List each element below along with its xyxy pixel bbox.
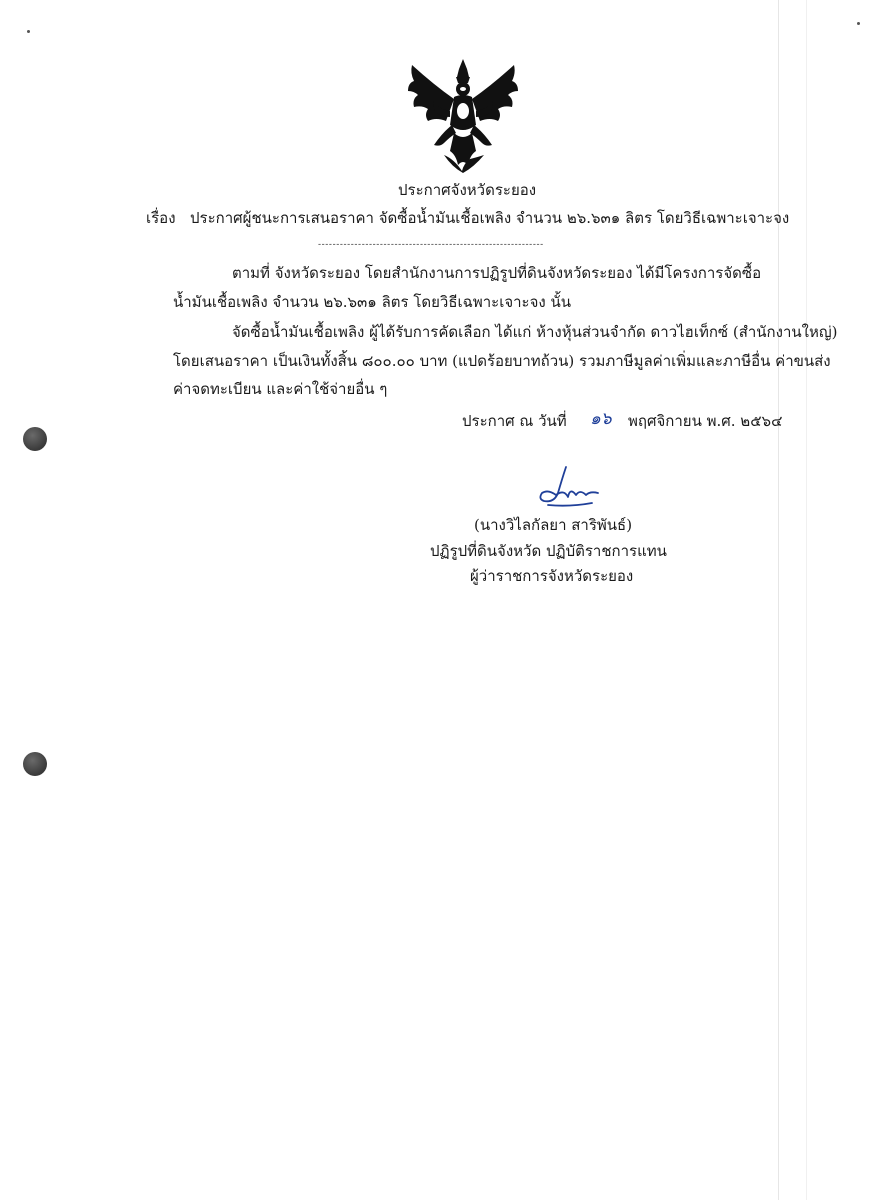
signatory-position2: ผู้ว่าราชการจังหวัดระยอง — [470, 567, 634, 585]
announce-month-year: พฤศจิกายน พ.ศ. ๒๕๖๔ — [628, 412, 783, 430]
announce-day: ๑๖ — [590, 409, 612, 429]
punch-hole — [23, 427, 47, 451]
fold-line — [806, 0, 807, 1200]
subject-text: ประกาศผู้ชนะการเสนอราคา จัดซื้อน้ำมันเชื้อเพลิง จำนวน ๒๖.๖๓๑ ลิตร โดยวิธีเฉพาะเจาะจง — [190, 209, 790, 227]
paragraph1-line2: น้ำมันเชื้อเพลิง จำนวน ๒๖.๖๓๑ ลิตร โดยวิธีเฉพาะเจาะจง นั้น — [173, 293, 572, 311]
signatory-name: (นางวิไลกัลยา สาริพันธ์) — [474, 516, 633, 534]
signature-mark-icon — [534, 465, 604, 510]
scan-speck — [857, 22, 860, 25]
divider-dashes: -------------------------------------------------------------- — [318, 240, 544, 250]
paragraph2-line2: โดยเสนอราคา เป็นเงินทั้งสิ้น ๘๐๐.๐๐ บาท (แปดร้อยบาทถ้วน) รวมภาษีมูลค่าเพิ่มและภาษีอื่น ค่าขนส่ง — [173, 352, 831, 370]
subject-label: เรื่อง — [146, 209, 176, 227]
paragraph2-line3: ค่าจดทะเบียน และค่าใช้จ่ายอื่น ๆ — [173, 380, 388, 398]
document-heading: ประกาศจังหวัดระยอง — [398, 181, 537, 199]
announce-label: ประกาศ ณ วันที่ — [462, 412, 567, 430]
punch-hole — [23, 752, 47, 776]
garuda-emblem-icon — [404, 55, 522, 175]
paragraph1-line1: ตามที่ จังหวัดระยอง โดยสำนักงานการปฏิรูปที่ดินจังหวัดระยอง ได้มีโครงการจัดซื้อ — [232, 264, 762, 282]
scan-speck — [27, 30, 30, 33]
fold-line — [778, 0, 779, 1200]
paragraph2-line1: จัดซื้อน้ำมันเชื้อเพลิง ผู้ได้รับการคัดเลือก ได้แก่ ห้างหุ้นส่วนจำกัด ดาวไฮเท็กซ์ (สำนักงานใหญ่) — [232, 323, 838, 341]
signatory-position: ปฏิรูปที่ดินจังหวัด ปฏิบัติราชการแทน — [430, 542, 667, 560]
